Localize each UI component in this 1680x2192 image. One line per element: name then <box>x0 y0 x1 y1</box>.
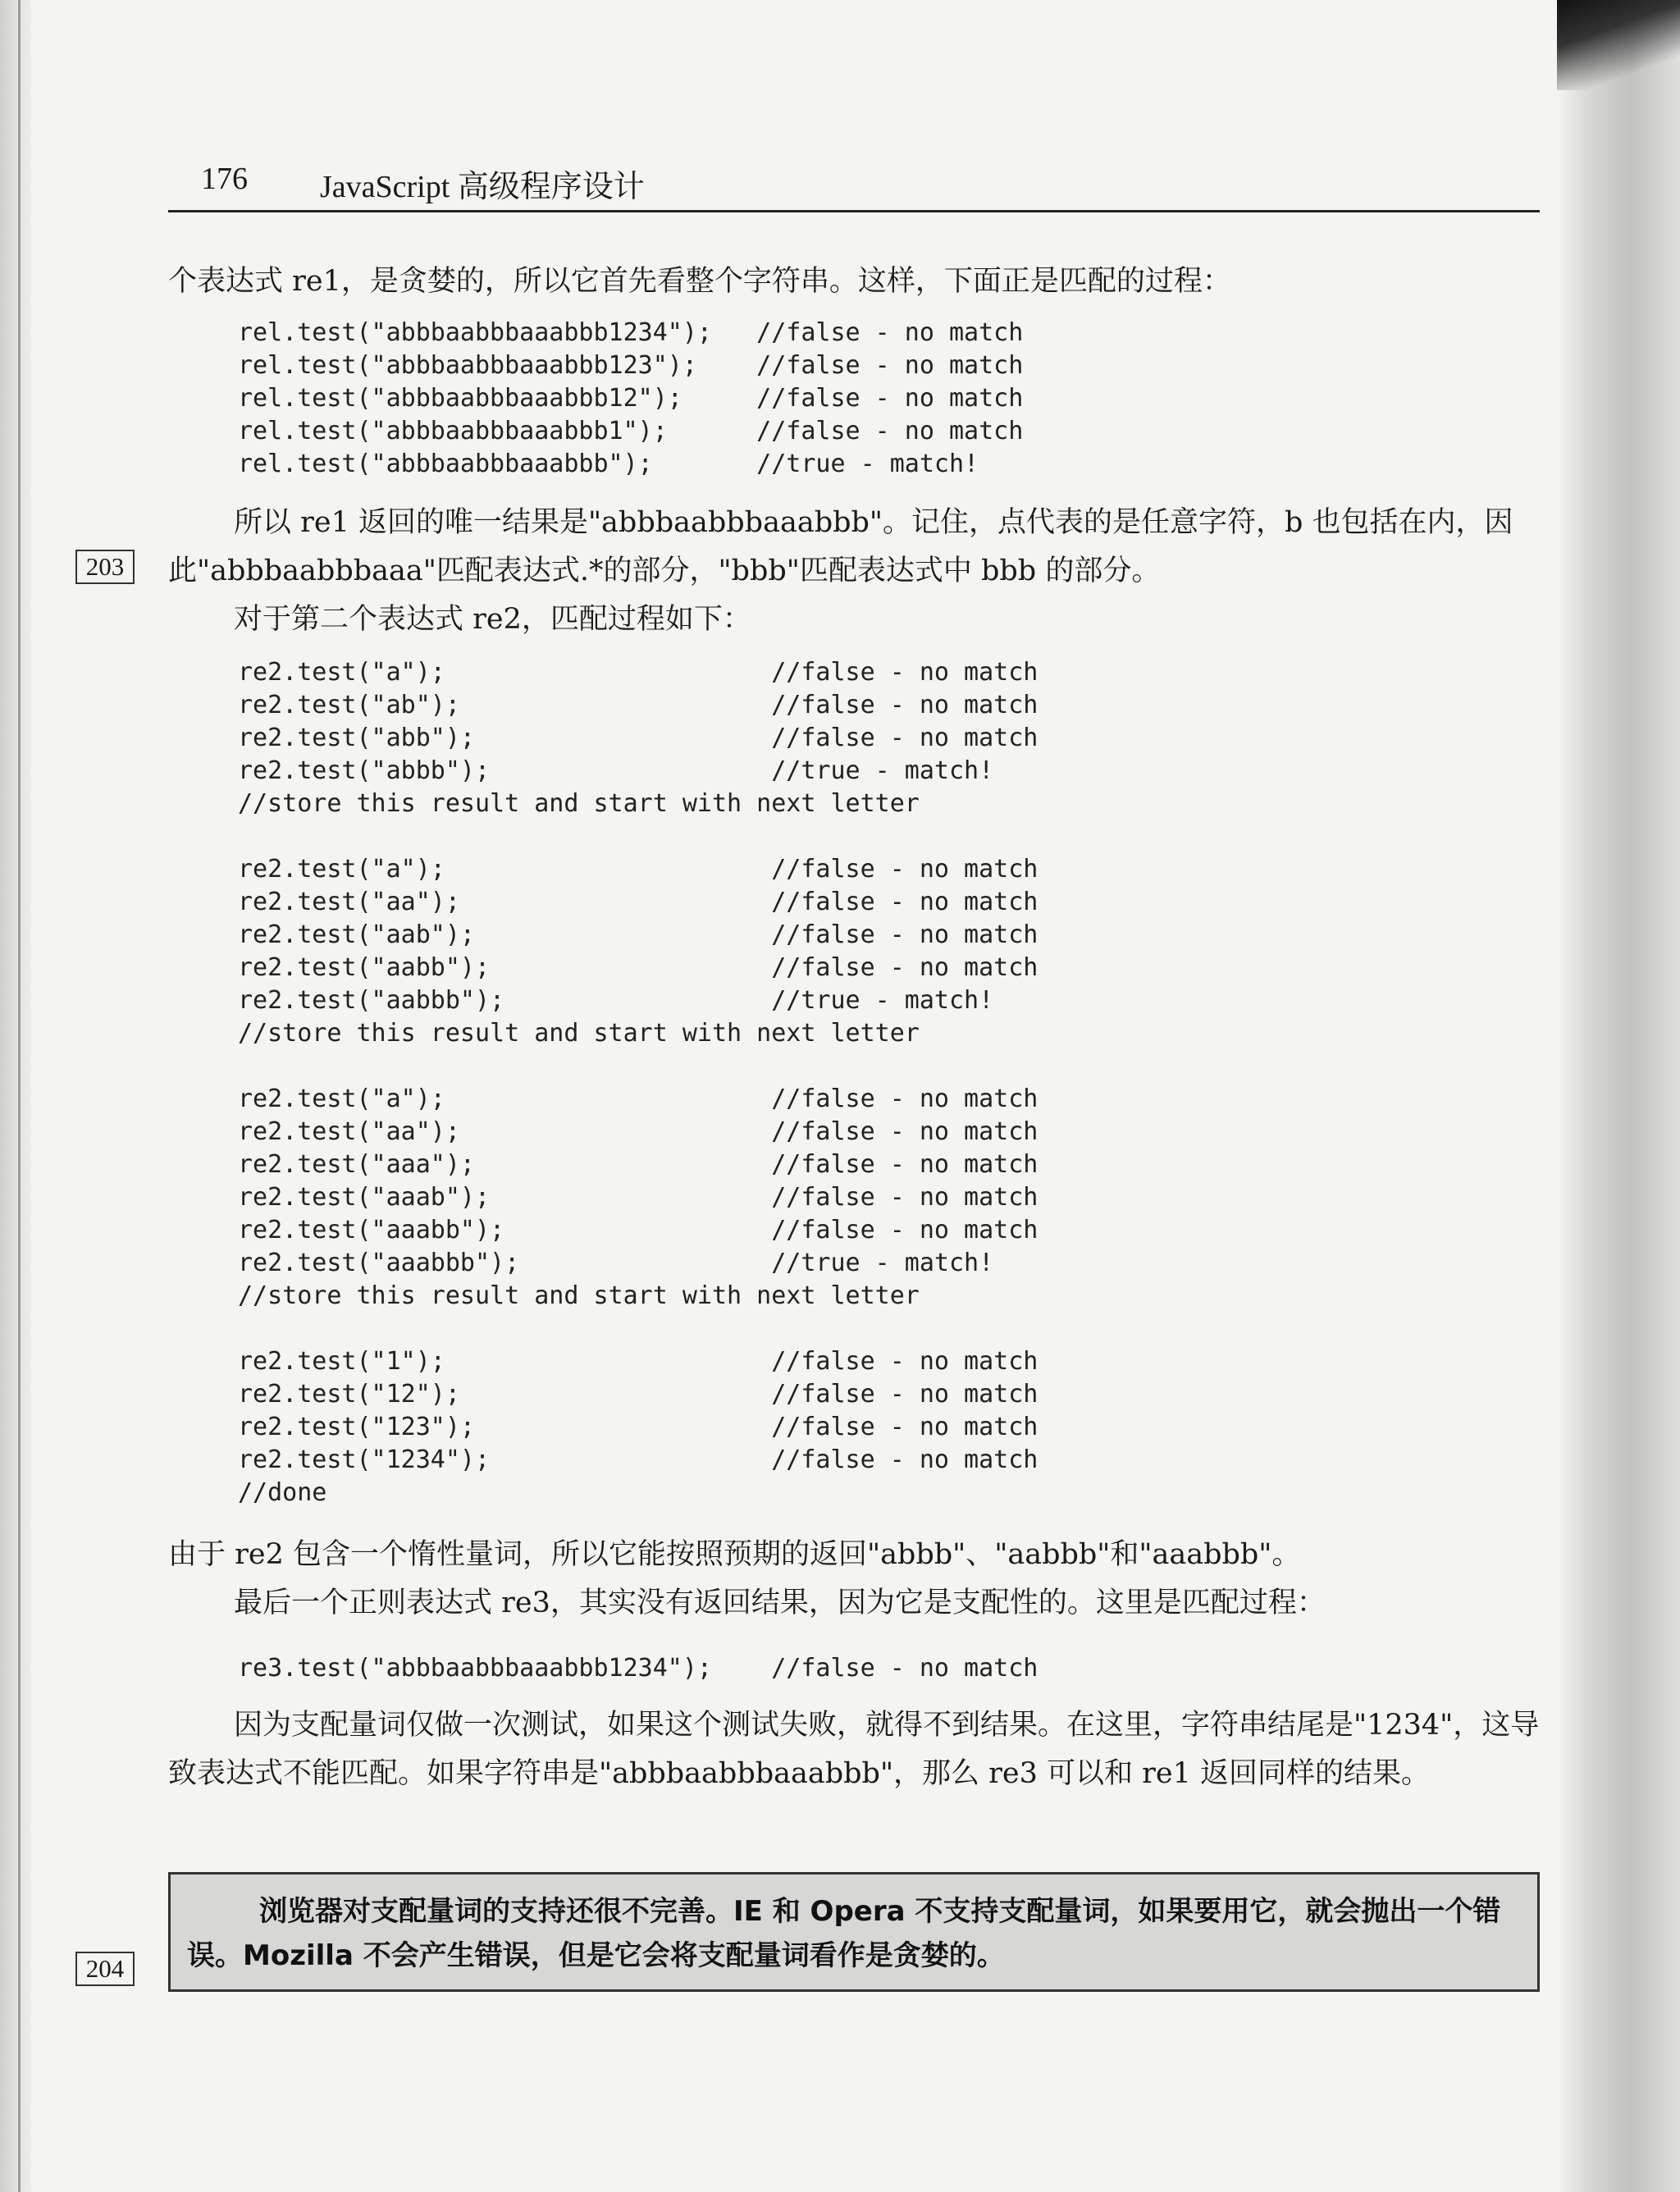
header-rule <box>168 210 1540 212</box>
code-block-1 <box>238 317 1023 481</box>
code-line: re2.test("aaabbb"); //true - match! <box>238 1249 994 1277</box>
code-line: re2.test("abbb"); //true - match! <box>238 756 994 785</box>
margin-page-number-203: 203 <box>75 550 135 584</box>
code-line: re2.test("a"); //false - no match <box>238 855 1039 884</box>
paragraph-4: 由于 re2 包含一个惰性量词，所以它能按照预期的返回"abbb"、"aabbb"和"aaabbb"。 <box>168 1538 1301 1571</box>
code-line <box>238 1050 1038 1083</box>
code-line: re2.test("aabbb"); //true - match! <box>238 986 994 1015</box>
code-line <box>238 1313 1038 1345</box>
code-block-2 <box>238 656 1038 1509</box>
code-line: re2.test("aa"); //false - no match <box>238 1117 1039 1146</box>
code-line: //done <box>238 1478 327 1507</box>
page-number: 176 <box>201 162 248 196</box>
code-line: re2.test("aabb"); //false - no match <box>238 953 1039 982</box>
code-line: rel.test("abbbaabbbaaabbb123"); //false - no match <box>238 351 1024 380</box>
scan-left-rule <box>18 0 21 2192</box>
code-line: re2.test("aaabb"); //false - no match <box>238 1216 1039 1244</box>
scan-right-shadow <box>1557 0 1680 2192</box>
code-line: re2.test("abb"); //false - no match <box>238 724 1039 752</box>
scan-left-edge <box>0 0 31 2192</box>
code-block-3 <box>238 1652 1038 1685</box>
code-line: re2.test("a"); //false - no match <box>238 1085 1039 1113</box>
code-line: re2.test("1"); //false - no match <box>238 1347 1039 1376</box>
code-line: re2.test("123"); //false - no match <box>238 1413 1039 1441</box>
paragraph-5: 最后一个正则表达式 re3，其实没有返回结果，因为它是支配性的。这里是匹配过程： <box>234 1587 1326 1619</box>
code-line: re3.test("abbbaabbbaaabbb1234"); //false - no match <box>238 1654 1039 1683</box>
scan-corner-shadow <box>1557 0 1680 90</box>
paragraph-2: 所以 re1 返回的唯一结果是"abbbaabbbaaabbb"。记住，点代表的是任意字符，b 也包括在内，因此"abbbaabbbaaa"匹配表达式.*的部分，"bbb"匹配表达式中 bbb 的部分。 <box>168 506 1513 587</box>
code-line: re2.test("aaa"); //false - no match <box>238 1150 1039 1179</box>
margin-page-number-204: 204 <box>75 1952 135 1986</box>
code-line: re2.test("aaab"); //false - no match <box>238 1183 1039 1212</box>
code-line: rel.test("abbbaabbbaaabbb12"); //false - no match <box>238 384 1024 413</box>
paragraph-3: 对于第二个表达式 re2，匹配过程如下： <box>234 603 751 636</box>
code-line: re2.test("a"); //false - no match <box>238 658 1039 687</box>
book-title: JavaScript 高级程序设计 <box>320 170 645 204</box>
note-box <box>168 1872 1540 1992</box>
code-line: rel.test("abbbaabbbaaabbb1234"); //false - no match <box>238 318 1024 347</box>
code-line: re2.test("ab"); //false - no match <box>238 691 1039 719</box>
code-line: //store this result and start with next letter <box>238 1019 920 1048</box>
code-line: re2.test("aa"); //false - no match <box>238 888 1039 916</box>
code-line: rel.test("abbbaabbbaaabbb1"); //false - no match <box>238 417 1024 445</box>
code-line: re2.test("1234"); //false - no match <box>238 1445 1039 1474</box>
code-line: //store this result and start with next letter <box>238 789 920 818</box>
paragraph-1: 个表达式 re1，是贪婪的，所以它首先看整个字符串。这样，下面正是匹配的过程： <box>168 265 1231 298</box>
paragraph-6: 因为支配量词仅做一次测试，如果这个测试失败，就得不到结果。在这里，字符串结尾是"1234"，这导致表达式不能匹配。如果字符串是"abbbaabbbaaabbb"，那么 re3 可以和 re1 返回同样的结果。 <box>168 1709 1540 1790</box>
page-header <box>168 161 1540 213</box>
code-line: re2.test("12"); //false - no match <box>238 1380 1039 1409</box>
code-line: //store this result and start with next letter <box>238 1281 920 1310</box>
code-line <box>238 820 1038 853</box>
code-line: re2.test("aab"); //false - no match <box>238 920 1039 949</box>
code-line: rel.test("abbbaabbbaaabbb"); //true - match! <box>238 450 979 478</box>
note-text: 浏览器对支配量词的支持还很不完善。IE 和 Opera 不支持支配量词，如果要用它，就会抛出一个错误。Mozilla 不会产生错误，但是它会将支配量词看作是贪婪的。 <box>187 1895 1501 1972</box>
